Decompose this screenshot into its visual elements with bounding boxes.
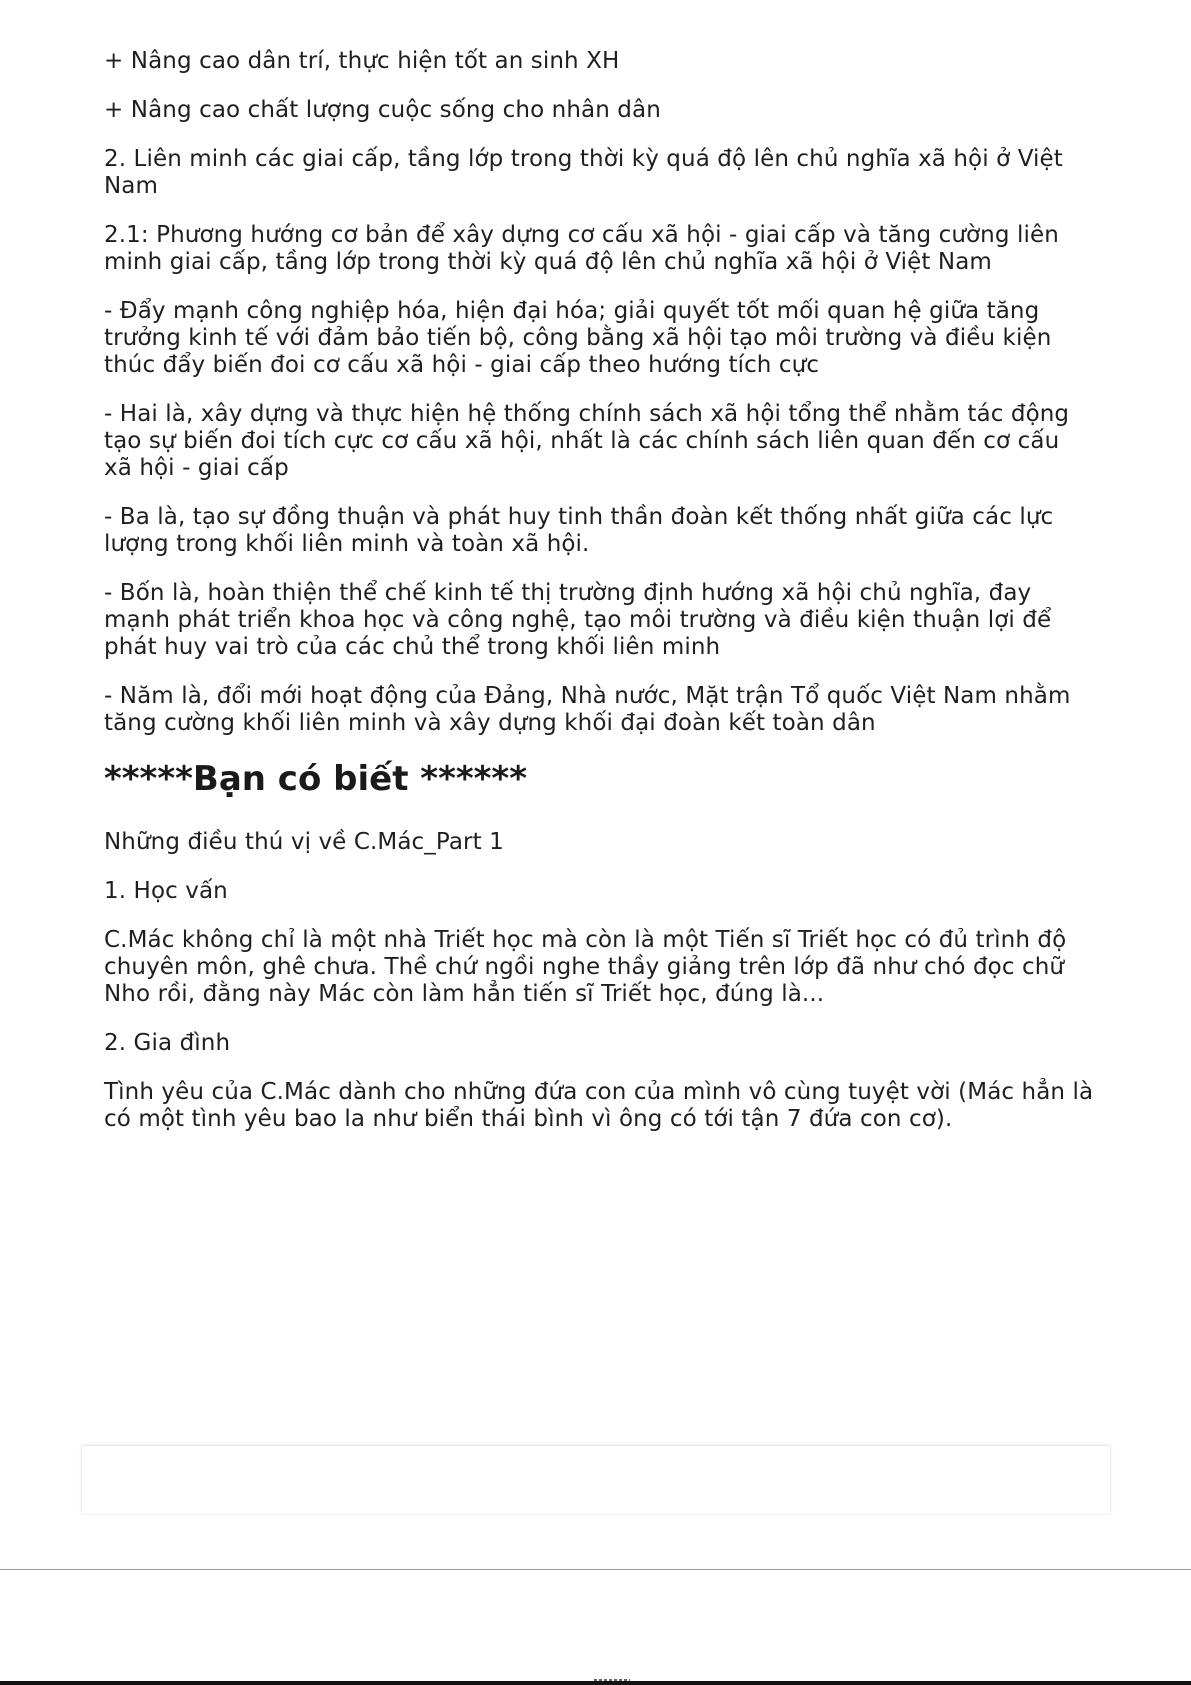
page-divider bbox=[0, 1569, 1191, 1570]
document-content bbox=[104, 48, 1094, 1155]
paragraph-point-5: - Năm là, đổi mới hoạt động của Đảng, Nhà nước, Mặt trận Tổ quốc Việt Nam nhằm tăng cường khối liên minh và xây dựng khối đại đoàn kết toàn dân bbox=[104, 683, 1071, 736]
page-bottom-edge bbox=[0, 1681, 1191, 1685]
paragraph-point-3: - Ba là, tạo sự đồng thuận và phát huy tinh thần đoàn kết thống nhất giữa các lực lượng trong khối liên minh và toàn xã hội. bbox=[104, 504, 1054, 557]
paragraph-point-1: - Đẩy mạnh công nghiệp hóa, hiện đại hóa; giải quyết tốt mối quan hệ giữa tăng trưởng kinh tế với đảm bảo tiến bộ, công bằng xã hội tạo môi trường và điều kiện thúc đẩy biến đoi cơ cấu xã hội - giai cấp theo hướng tích cực bbox=[104, 298, 1052, 378]
fact-1-title: 1. Học vấn bbox=[104, 878, 228, 904]
paragraph-point-4: - Bốn là, hoàn thiện thể chế kinh tế thị trường định hướng xã hội chủ nghĩa, đay mạnh phát triển khoa học và công nghệ, tạo môi trường và điều kiện thuận lợi để phát huy vai trò của các chủ thể trong khối liên minh bbox=[104, 580, 1052, 660]
fact-1-body: C.Mác không chỉ là một nhà Triết học mà còn là một Tiến sĩ Triết học có đủ trình độ chuyên môn, ghê chưa. Thề chứ ngồi nghe thầy giảng trên lớp đã như chó đọc chữ Nho rồi, đằng này Mác còn làm hẳn tiến sĩ Triết học, đúng là... bbox=[104, 927, 1067, 1007]
paragraph-bullet-2: + Nâng cao chất lượng cuộc sống cho nhân dân bbox=[104, 97, 661, 123]
section-title-2: 2. Liên minh các giai cấp, tầng lớp trong thời kỳ quá độ lên chủ nghĩa xã hội ở Việt Nam bbox=[104, 146, 1063, 199]
subsection-title-2-1: 2.1: Phương hướng cơ bản để xây dựng cơ cấu xã hội - giai cấp và tăng cường liên minh giai cấp, tầng lớp trong thời kỳ quá độ lên chủ nghĩa xã hội ở Việt Nam bbox=[104, 222, 1059, 275]
fun-facts-title: Những điều thú vị về C.Mác_Part 1 bbox=[104, 829, 504, 855]
paragraph-point-2: - Hai là, xây dựng và thực hiện hệ thống chính sách xã hội tổng thể nhằm tác động tạo sự biến đoi tích cực cơ cấu xã hội, nhất là các chính sách liên quan đến cơ cấu xã hội - giai cấp bbox=[104, 401, 1070, 481]
did-you-know-heading: *****Bạn có biết ****** bbox=[104, 759, 527, 799]
footer-card bbox=[82, 1446, 1110, 1514]
paragraph-bullet-1: + Nâng cao dân trí, thực hiện tốt an sinh XH bbox=[104, 48, 620, 74]
fact-2-body: Tình yêu của C.Mác dành cho những đứa con của mình vô cùng tuyệt vời (Mác hẳn là có một tình yêu bao la như biển thái bình vì ông có tới tận 7 đứa con cơ). bbox=[104, 1079, 1094, 1132]
fact-2-title: 2. Gia đình bbox=[104, 1030, 231, 1056]
